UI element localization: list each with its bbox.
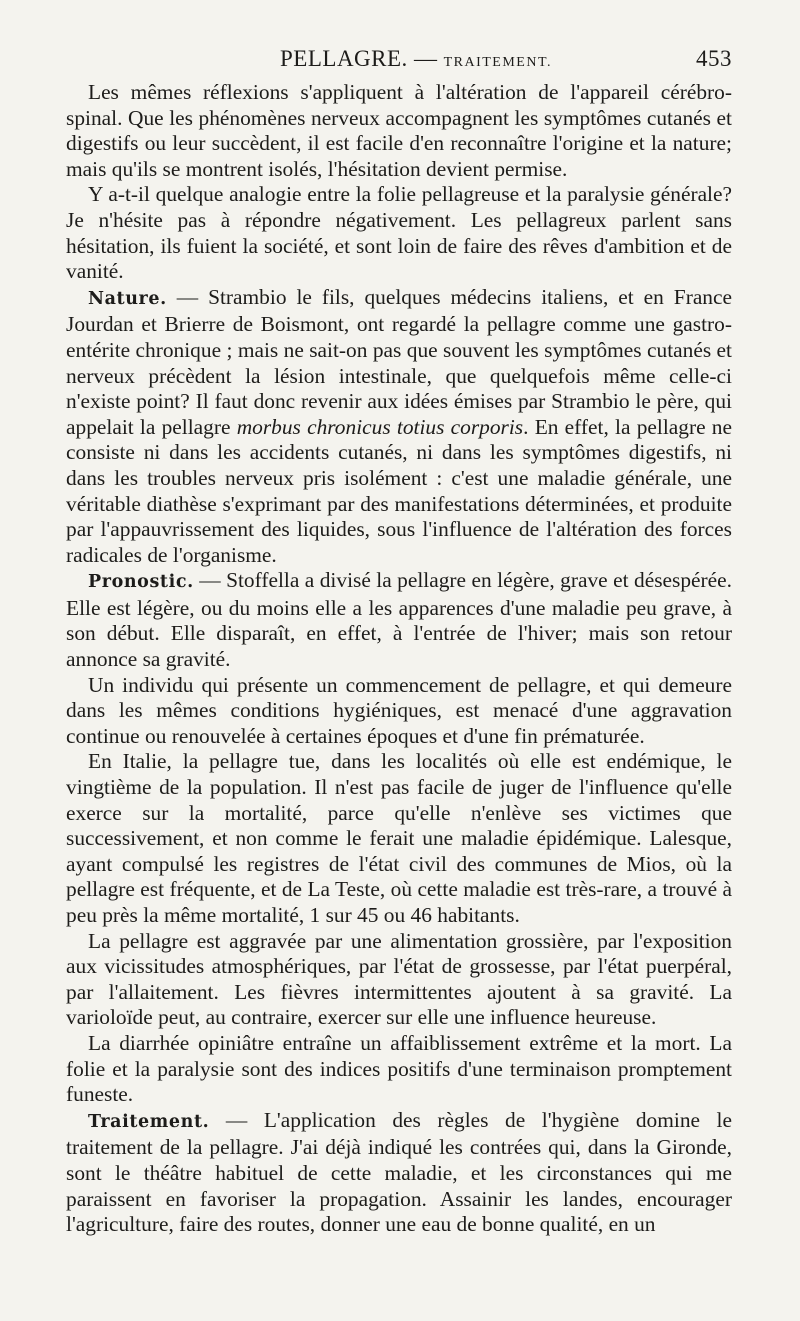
- latin-phrase: morbus chronicus totius corporis: [236, 414, 524, 439]
- body-text: [66, 80, 732, 1238]
- paragraph-nature: Nature. — Strambio le fils, quelques médecins italiens, et en France Jourdan et Brierre de Boismont, ont regardé la pellagre comme une gastro-entérite chronique ; mais ne sait-on pas que souvent les symptômes cutanés et nerveux précèdent la lésion intestinale, que quelquefois même celle-ci n'existe point? Il faut donc revenir aux idées émises par Strambio le père, qui appelait la pellagre morbus chronicus totius corporis. En effet, la pellagre ne consiste ni dans les accidents cutanés, ni dans les symptômes digestifs, ni dans les troubles nerveux pris isolément : c'est une maladie générale, une véritable diathèse s'exprimant par des manifestations déterminées, et produite par l'appauvrissement des liquides, sous l'influence de l'altération des forces radicales de l'organisme.: [66, 284, 732, 567]
- section-heading-pronostic: Pronostic.: [88, 572, 194, 593]
- page-number: 453: [696, 46, 732, 71]
- header-title: PELLAGRE. — TRAITEMENT.: [280, 46, 552, 71]
- paragraph: La pellagre est aggravée par une alimentation grossière, par l'exposition aux vicissitudes atmosphériques, par l'état de grossesse, par l'état puerpéral, par l'allaitement. Les fièvres intermittentes ajoutent à sa gravité. La varioloïde peut, au contraire, exercer sur elle une influence heureuse.: [66, 928, 732, 1030]
- paragraph: Les mêmes réflexions s'appliquent à l'altération de l'appareil cérébro-spinal. Que les phénomènes nerveux accompagnent les symptômes cutanés et digestifs ou leur succèdent, il est facile d'en reconnaître l'origine et la nature; mais qu'ils se montrent isolés, l'hésitation devient permise.: [66, 80, 732, 181]
- paragraph: Y a-t-il quelque analogie entre la folie pellagreuse et la paralysie générale? Je n'hésite pas à répondre négativement. Les pellagreux parlent sans hésitation, ils fuient la société, et sont loin de faire des rêves d'ambition et de vanité.: [66, 182, 732, 284]
- paragraph: Un individu qui présente un commencement de pellagre, et qui demeure dans les mêmes conditions hygiéniques, est menacé d'une aggravation continue ou renouvelée à certaines époques et d'une fin prématurée.: [66, 672, 732, 748]
- running-header: [66, 46, 732, 80]
- paragraph-traitement: Traitement. — L'application des règles de l'hygiène domine le traitement de la pellagre. J'ai déjà indiqué les contrées qui, dans la Gironde, sont le théâtre habituel de cette maladie, et les circonstances qui me paraissent en favoriser la propagation. Assainir les landes, encourager l'agriculture, faire des routes, donner une eau de bonne qualité, en un: [66, 1107, 732, 1237]
- paragraph: En Italie, la pellagre tue, dans les localités où elle est endémique, le vingtième de la population. Il n'est pas facile de juger de l'influence qu'elle exerce sur la mortalité, parce qu'elle n'enlève ses victimes que successivement, et non comme le ferait une maladie épidémique. Lalesque, ayant compulsé les registres de l'état civil des communes de Mios, où la pellagre est fréquente, et de La Teste, où cette maladie est très-rare, a trouvé à peu près la même mortalité, 1 sur 45 ou 46 habitants.: [66, 749, 732, 927]
- section-heading-nature: Nature.: [88, 288, 167, 309]
- paragraph-pronostic: Pronostic. — Stoffella a divisé la pellagre en légère, grave et désespérée. Elle est légère, ou du moins elle a les apparences d'une maladie peu grave, à son début. Elle disparaît, en effet, à l'entrée de l'hiver; mais son retour annonce sa gravité.: [66, 568, 732, 672]
- header-subtitle: TRAITEMENT.: [443, 55, 552, 70]
- paragraph: La diarrhée opiniâtre entraîne un affaiblissement extrême et la mort. La folie et la paralysie sont des indices positifs d'une terminaison promptement funeste.: [66, 1030, 732, 1107]
- section-heading-traitement: Traitement.: [88, 1111, 210, 1132]
